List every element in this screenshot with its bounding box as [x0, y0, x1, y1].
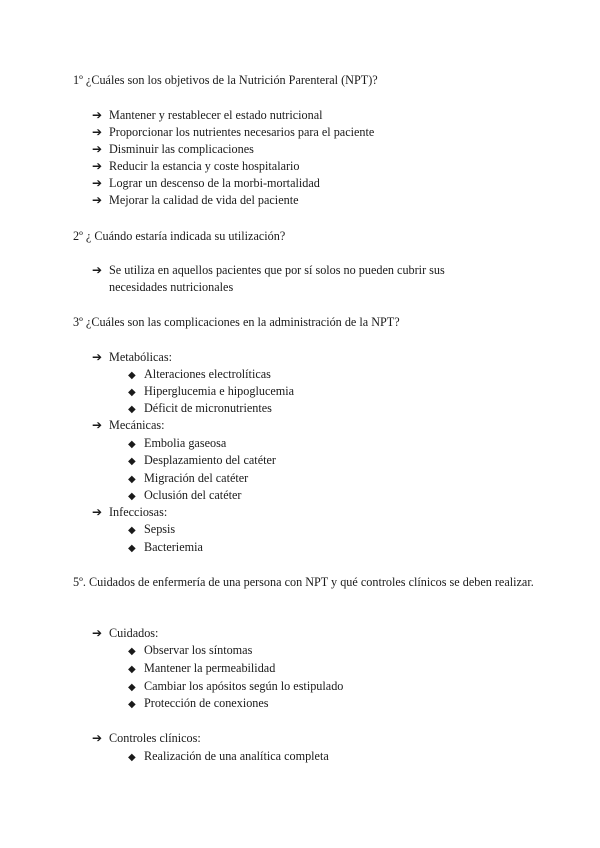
- arrow-icon: ➔: [92, 626, 103, 640]
- arrow-icon: ➔: [92, 125, 103, 139]
- diamond-icon: ◆: [128, 439, 136, 450]
- list-item: ◆ Mantener la permeabilidad: [128, 660, 275, 678]
- arrow-icon: ➔: [92, 193, 103, 207]
- group-label-cuidados: ➔ Cuidados:: [92, 626, 159, 640]
- list-item: ◆ Bacteriemia: [128, 539, 203, 557]
- question-2-title: 2º ¿ Cuándo estaría indicada su utilización?: [73, 229, 286, 243]
- list-item: ◆ Déficit de micronutrientes: [128, 400, 272, 418]
- group-label-controles-clinicos: ➔ Controles clínicos:: [92, 731, 201, 745]
- diamond-icon: ◆: [128, 404, 136, 415]
- list-item: ◆ Cambiar los apósitos según lo estipulado: [128, 678, 343, 696]
- list-item: ➔ Proporcionar los nutrientes necesarios para el paciente: [92, 125, 375, 139]
- group-label-metabolicas: ➔ Metabólicas:: [92, 350, 172, 364]
- arrow-icon: ➔: [92, 263, 103, 277]
- diamond-icon: ◆: [128, 699, 136, 710]
- diamond-icon: ◆: [128, 456, 136, 467]
- list-item: ◆ Sepsis: [128, 521, 175, 539]
- arrow-icon: ➔: [92, 108, 103, 122]
- arrow-icon: ➔: [92, 176, 103, 190]
- list-item: ◆ Desplazamiento del catéter: [128, 452, 276, 470]
- arrow-icon: ➔: [92, 142, 103, 156]
- list-item: ➔ Disminuir las complicaciones: [92, 142, 254, 156]
- arrow-icon: ➔: [92, 159, 103, 173]
- list-item: ◆ Hiperglucemia e hipoglucemia: [128, 383, 294, 401]
- diamond-icon: ◆: [128, 387, 136, 398]
- arrow-icon: ➔: [92, 350, 103, 364]
- arrow-icon: ➔: [92, 418, 103, 432]
- list-item: ◆ Realización de una analítica completa: [128, 748, 329, 766]
- diamond-icon: ◆: [128, 491, 136, 502]
- list-item: ◆ Alteraciones electrolíticas: [128, 366, 271, 384]
- question-5-title: 5º. Cuidados de enfermería de una persona con NPT y qué controles clínicos se deben realizar.: [73, 575, 534, 589]
- diamond-icon: ◆: [128, 646, 136, 657]
- list-item: ➔ Mejorar la calidad de vida del paciente: [92, 193, 299, 207]
- list-item: ➔ Lograr un descenso de la morbi-mortalidad: [92, 176, 320, 190]
- diamond-icon: ◆: [128, 525, 136, 536]
- list-item: ◆ Embolia gaseosa: [128, 435, 226, 453]
- arrow-icon: ➔: [92, 731, 103, 745]
- diamond-icon: ◆: [128, 682, 136, 693]
- diamond-icon: ◆: [128, 664, 136, 675]
- diamond-icon: ◆: [128, 543, 136, 554]
- list-item: ➔ Mantener y restablecer el estado nutricional: [92, 108, 323, 122]
- list-item: ◆ Protección de conexiones: [128, 695, 269, 713]
- list-item: ➔ Se utiliza en aquellos pacientes que por sí solos no pueden cubrir sus necesidades nutricionales: [92, 263, 445, 294]
- list-item: ◆ Oclusión del catéter: [128, 487, 241, 505]
- question-1-title: 1º ¿Cuáles son los objetivos de la Nutrición Parenteral (NPT)?: [73, 73, 378, 87]
- arrow-icon: ➔: [92, 505, 103, 519]
- question-3-title: 3º ¿Cuáles son las complicaciones en la administración de la NPT?: [73, 315, 400, 329]
- group-label-infecciosas: ➔ Infecciosas:: [92, 505, 168, 519]
- list-item: ◆ Observar los síntomas: [128, 642, 252, 660]
- group-label-mecanicas: ➔ Mecánicas:: [92, 418, 165, 432]
- list-item: ➔ Reducir la estancia y coste hospitalario: [92, 159, 300, 173]
- list-item: ◆ Migración del catéter: [128, 470, 248, 488]
- diamond-icon: ◆: [128, 752, 136, 763]
- diamond-icon: ◆: [128, 370, 136, 381]
- diamond-icon: ◆: [128, 474, 136, 485]
